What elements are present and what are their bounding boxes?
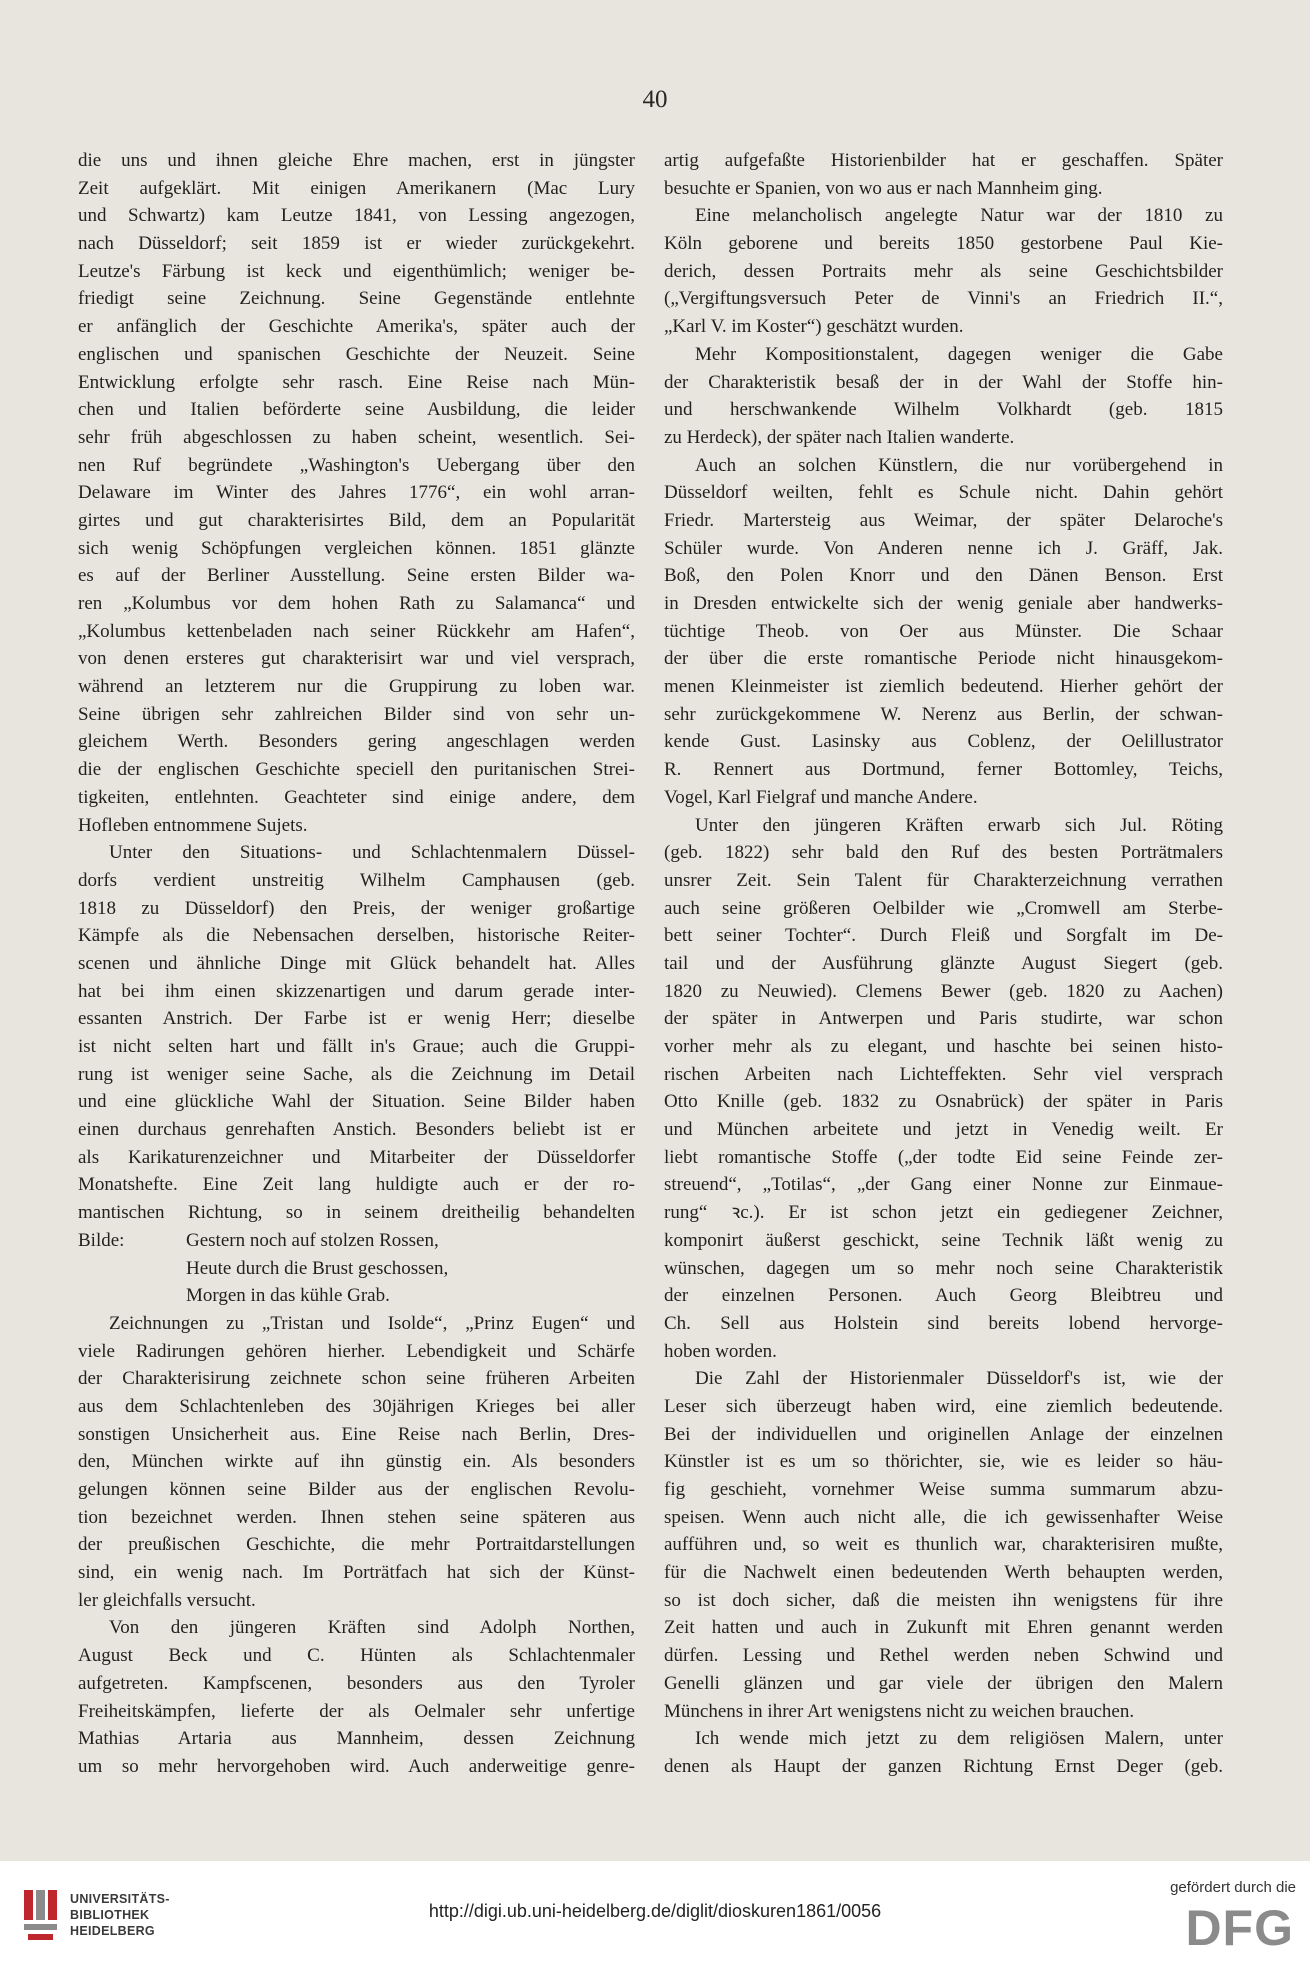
text-line: Entwicklung erfolgte sehr rasch. Eine Reise nach Mün-	[78, 371, 635, 393]
text-line: und eine glückliche Wahl der Situation. Seine Bilder haben	[78, 1091, 635, 1113]
poem-verse: Gestern noch auf stolzen Rossen,	[186, 1229, 439, 1251]
text-line: Freiheitskämpfen, lieferte der als Oelmaler sehr unfertige	[78, 1700, 635, 1722]
text-line: (geb. 1822) sehr bald den Ruf des besten Porträtmalers	[664, 842, 1223, 864]
text-line: denen als Haupt der ganzen Richtung Ernst Deger (geb.	[664, 1755, 1223, 1777]
text-line: mantischen Richtung, so in seinem dreitheilig behandelten	[78, 1202, 635, 1224]
text-line: aus dem Schlachtenleben des 30jährigen Krieges bei aller	[78, 1395, 635, 1417]
text-line: aufführen und, so weit es thunlich war, charakterisiren mußte,	[664, 1534, 1223, 1556]
text-line: der einzelnen Personen. Auch Georg Bleibtreu und	[664, 1285, 1223, 1307]
text-line: August Beck und C. Hünten als Schlachtenmaler	[78, 1645, 635, 1667]
text-line: rung“ ꝛc.). Er ist schon jetzt ein gediegener Zeichner,	[664, 1202, 1223, 1224]
text-line: der preußischen Geschichte, die mehr Portraitdarstellungen	[78, 1534, 635, 1556]
text-line: friedigt seine Zeichnung. Seine Gegenstände entlehnte	[78, 288, 635, 310]
text-line: speisen. Wenn auch nicht alle, die ich gewissenhafter Weise	[664, 1506, 1223, 1528]
text-line: Die Zahl der Historienmaler Düsseldorf's ist, wie der	[695, 1368, 1223, 1390]
text-line: von denen ersteres gut charakterisirt war und viel versprach,	[78, 648, 635, 670]
text-line: Kämpfe als die Nebensachen derselben, historische Reiter-	[78, 925, 635, 947]
text-line: derich, dessen Portraits mehr als seine Geschichtsbilder	[664, 260, 1223, 282]
text-line: dürfen. Lessing und Rethel werden neben Schwind und	[664, 1645, 1223, 1667]
funding-text: gefördert durch die	[1170, 1879, 1296, 1896]
text-line: rung ist weniger seine Sache, als die Zeichnung im Detail	[78, 1063, 635, 1085]
text-line: menen Kleinmeister ist ziemlich bedeutend. Hierher gehört der	[664, 676, 1223, 698]
text-line: viele Radirungen gehören hierher. Lebendigkeit und Schärfe	[78, 1340, 635, 1362]
library-name-line: BIBLIOTHEK	[70, 1908, 150, 1922]
text-line: Künstler ist es um so thörichter, sie, wie es leider so häu-	[664, 1451, 1223, 1473]
text-line: nach Düsseldorf; seit 1859 ist er wieder zurückgekehrt.	[78, 233, 635, 255]
text-line: 1820 zu Neuwied). Clemens Bewer (geb. 1820 zu Aachen)	[664, 980, 1223, 1002]
text-line: als Karikaturenzeichner und Mitarbeiter der Düsseldorfer	[78, 1146, 635, 1168]
poem-verse: Heute durch die Brust geschossen,	[186, 1257, 449, 1279]
text-line: Zeit hatten und auch in Zukunft mit Ehren genannt werden	[664, 1617, 1223, 1639]
text-line: aufgetreten. Kampfscenen, besonders aus den Tyroler	[78, 1672, 635, 1694]
text-line: fig geschieht, vornehmer Weise summa summarum abzu-	[664, 1479, 1223, 1500]
text-line: der über die erste romantische Periode nicht hinausgekom-	[664, 648, 1223, 670]
text-line: Bei der individuellen und originellen Anlage der einzelnen	[664, 1423, 1223, 1445]
text-line: tion bezeichnet werden. Ihnen stehen seine späteren aus	[78, 1506, 635, 1528]
text-line: sonstigen Unsicherheit aus. Eine Reise nach Berlin, Dres-	[78, 1423, 635, 1445]
text-line: dorfs verdient unstreitig Wilhelm Camphausen (geb.	[78, 869, 635, 891]
text-line: den, München wirkte auf ihn günstig ein. Als besonders	[78, 1451, 635, 1473]
left-column	[78, 147, 635, 1781]
text-line: Unter den Situations- und Schlachtenmalern Düssel-	[109, 842, 635, 864]
text-line: Ich wende mich jetzt zu dem religiösen Malern, unter	[695, 1728, 1223, 1750]
text-line: R. Rennert aus Dortmund, ferner Bottomley, Teichs,	[664, 759, 1223, 781]
text-line: Düsseldorf weilten, fehlt es Schule nicht. Dahin gehört	[664, 482, 1223, 504]
text-line: Friedr. Martersteig aus Weimar, der später Delaroche's	[664, 509, 1223, 531]
text-line: komponirt äußerst geschickt, seine Technik läßt wenig zu	[664, 1229, 1223, 1251]
text-line: die uns und ihnen gleiche Ehre machen, erst in jüngster	[78, 150, 635, 171]
text-line: sehr zurückgekommene W. Nerenz aus Berlin, der schwan-	[664, 703, 1223, 725]
text-line: Ch. Sell aus Holstein sind bereits lobend hervorge-	[664, 1312, 1223, 1334]
poem-verse: Morgen in das kühle Grab.	[186, 1285, 390, 1307]
text-line: streuend“, „Totilas“, „der Gang einer Nonne zur Einmaue-	[664, 1174, 1223, 1196]
text-line: besuchte er Spanien, von wo aus er nach Mannheim ging.	[664, 177, 1103, 199]
text-line: Genelli glänzen und gar viele der übrigen den Malern	[664, 1672, 1223, 1694]
text-line: Münchens in ihrer Art wenigstens nicht zu weichen brauchen.	[664, 1700, 1135, 1722]
text-line: scenen und ähnliche Dinge mit Glück behandelt hat. Alles	[78, 952, 635, 974]
text-line: der später in Antwerpen und Paris studirte, war schon	[664, 1008, 1223, 1030]
document-url: http://digi.ub.uni-heidelberg.de/diglit/dioskuren1861/0056	[428, 1901, 882, 1921]
text-line: in Dresden entwickelte sich der wenig geniale aber handwerks-	[664, 593, 1223, 614]
text-line: und München arbeitete und jetzt in Venedig weilt. Er	[664, 1119, 1223, 1141]
text-line: ist nicht selten hart und fällt in's Graue; auch die Gruppi-	[78, 1036, 635, 1057]
text-line: unsrer Zeit. Sein Talent für Charakterzeichnung verrathen	[664, 869, 1223, 891]
text-line: um so mehr hervorgehoben wird. Auch anderweitige genre-	[78, 1755, 635, 1777]
text-line: kende Gust. Lasinsky aus Coblenz, der Oelillustrator	[664, 731, 1223, 753]
text-line: gelungen können seine Bilder aus der englischen Revolu-	[78, 1479, 635, 1500]
text-line: für die Nachwelt einen bedeutenden Werth behaupten werden,	[664, 1562, 1223, 1584]
text-line: Delaware im Winter des Jahres 1776“, ein wohl arran-	[78, 482, 635, 504]
text-line: 1818 zu Düsseldorf) den Preis, der weniger großartige	[78, 897, 635, 919]
text-line: und herschwankende Wilhelm Volkhardt (geb. 1815	[664, 399, 1223, 421]
text-line: während an letzterem nur die Gruppirung zu loben war.	[78, 676, 635, 698]
text-line: und Schwartz) kam Leutze 1841, von Lessing angezogen,	[78, 205, 635, 227]
poem-line	[78, 1227, 635, 1255]
footer	[0, 1861, 1310, 1974]
text-line: es auf der Berliner Ausstellung. Seine ersten Bilder wa-	[78, 565, 635, 587]
text-line: auch seine größeren Oelbilder wie „Cromwell am Sterbe-	[664, 897, 1223, 919]
text-line: ler gleichfalls versucht.	[78, 1589, 256, 1611]
text-line: Köln geborene und bereits 1850 gestorbene Paul Kie-	[664, 233, 1223, 255]
text-line: tüchtige Theob. von Oer aus Münster. Die Schaar	[664, 620, 1223, 642]
text-line: Von den jüngeren Kräften sind Adolph Northen,	[109, 1617, 635, 1639]
text-line: essanten Anstrich. Der Farbe ist er wenig Herr; dieselbe	[78, 1008, 635, 1030]
text-line: Vogel, Karl Fielgraf und manche Andere.	[664, 786, 978, 808]
text-line: zu Herdeck), der später nach Italien wanderte.	[664, 426, 1015, 448]
text-line: „Kolumbus kettenbeladen nach seiner Rückkehr am Hafen“,	[78, 620, 635, 642]
text-line: Mathias Artaria aus Mannheim, dessen Zeichnung	[78, 1728, 635, 1750]
text-line: „Karl V. im Koster“) geschätzt wurden.	[664, 316, 964, 338]
text-line: so ist doch sicher, daß die meisten ihn wenigstens für ihre	[664, 1589, 1223, 1611]
text-line: Zeit aufgeklärt. Mit einigen Amerikanern (Mac Lury	[78, 177, 635, 199]
text-line: vorher mehr als zu elegant, und haschte bei seinen histo-	[664, 1036, 1223, 1057]
library-name-line: HEIDELBERG	[70, 1924, 155, 1938]
text-line: wünschen, dagegen um so mehr noch seine Charakteristik	[664, 1257, 1223, 1279]
text-line: englischen und spanischen Geschichte der Neuzeit. Seine	[78, 343, 635, 365]
text-line: die der englischen Geschichte speciell den puritanischen Strei-	[78, 759, 635, 781]
text-line: er anfänglich der Geschichte Amerika's, später auch der	[78, 316, 635, 338]
poem-label: Bilde:	[78, 1229, 125, 1251]
text-line: rischen Arbeiten nach Lichteffekten. Sehr viel versprach	[664, 1063, 1223, 1085]
text-line: artig aufgefaßte Historienbilder hat er geschaffen. Später	[664, 150, 1223, 171]
text-line: Auch an solchen Künstlern, die nur vorübergehend in	[695, 454, 1223, 476]
text-line: Boß, den Polen Knorr und den Dänen Benson. Erst	[664, 565, 1223, 587]
text-line: Leser sich überzeugt haben wird, eine ziemlich bedeutende.	[664, 1395, 1223, 1417]
text-line: Seine übrigen sehr zahlreichen Bilder sind von sehr un-	[78, 703, 635, 725]
text-line: hoben worden.	[664, 1340, 777, 1362]
text-line: Unter den jüngeren Kräften erwarb sich Jul. Röting	[695, 814, 1223, 836]
text-line: Schüler wurde. Von Anderen nenne ich J. Gräff, Jak.	[664, 537, 1223, 559]
text-line: der Charakteristik besaß der in der Wahl der Stoffe hin-	[664, 371, 1223, 393]
text-line: („Vergiftungsversuch Peter de Vinni's an Friedrich II.“,	[664, 288, 1223, 310]
text-line: gleichem Werth. Besonders gering angeschlagen werden	[78, 731, 635, 753]
text-line: sehr früh abgeschlossen zu haben scheint, wesentlich. Sei-	[78, 426, 635, 448]
text-line: bett seiner Tochter“. Durch Fleiß und Sorgfalt im De-	[664, 925, 1223, 947]
text-line: nen Ruf begründete „Washington's Uebergang über den	[78, 454, 635, 476]
text-line: tail und der Ausführung glänzte August Siegert (geb.	[664, 952, 1223, 974]
text-line: der Charakterisirung zeichnete schon seine früheren Arbeiten	[78, 1368, 635, 1390]
page-number: 40	[642, 86, 668, 113]
text-line: tigkeiten, entlehnten. Geachteter sind einige andere, dem	[78, 786, 635, 808]
text-line: liebt romantische Stoffe („der todte Eid seine Feinde zer-	[664, 1146, 1223, 1168]
text-line: sind, ein wenig nach. Im Porträtfach hat sich der Künst-	[78, 1562, 635, 1584]
text-line: sich wenig Schöpfungen vergleichen können. 1851 glänzte	[78, 537, 635, 559]
text-line: Monatshefte. Eine Zeit lang huldigte auch er der ro-	[78, 1174, 635, 1196]
text-line: Leutze's Färbung ist keck und eigenthümlich; weniger be-	[78, 260, 635, 282]
text-line: Zeichnungen zu „Tristan und Isolde“, „Prinz Eugen“ und	[109, 1312, 635, 1334]
text-line: hat bei ihm einen skizzenartigen und darum gerade inter-	[78, 980, 635, 1002]
text-line: einen durchaus genrehaften Anstich. Besonders beliebt ist er	[78, 1119, 635, 1141]
library-name-line: UNIVERSITÄTS-	[70, 1892, 170, 1906]
text-line: ren „Kolumbus vor dem hohen Rath zu Salamanca“ und	[78, 593, 635, 614]
text-line: Eine melancholisch angelegte Natur war der 1810 zu	[695, 205, 1223, 227]
text-line: Mehr Kompositionstalent, dagegen weniger die Gabe	[695, 343, 1223, 365]
right-column	[664, 147, 1223, 1781]
text-line: Otto Knille (geb. 1832 zu Osnabrück) der später in Paris	[664, 1091, 1223, 1113]
text-line: Hofleben entnommene Sujets.	[78, 814, 308, 836]
text-line: chen und Italien beförderte seine Ausbildung, die leider	[78, 399, 635, 421]
dfg-logo: DFG	[1185, 1900, 1294, 1956]
text-line: girtes und gut charakterisirtes Bild, dem an Popularität	[78, 509, 635, 531]
